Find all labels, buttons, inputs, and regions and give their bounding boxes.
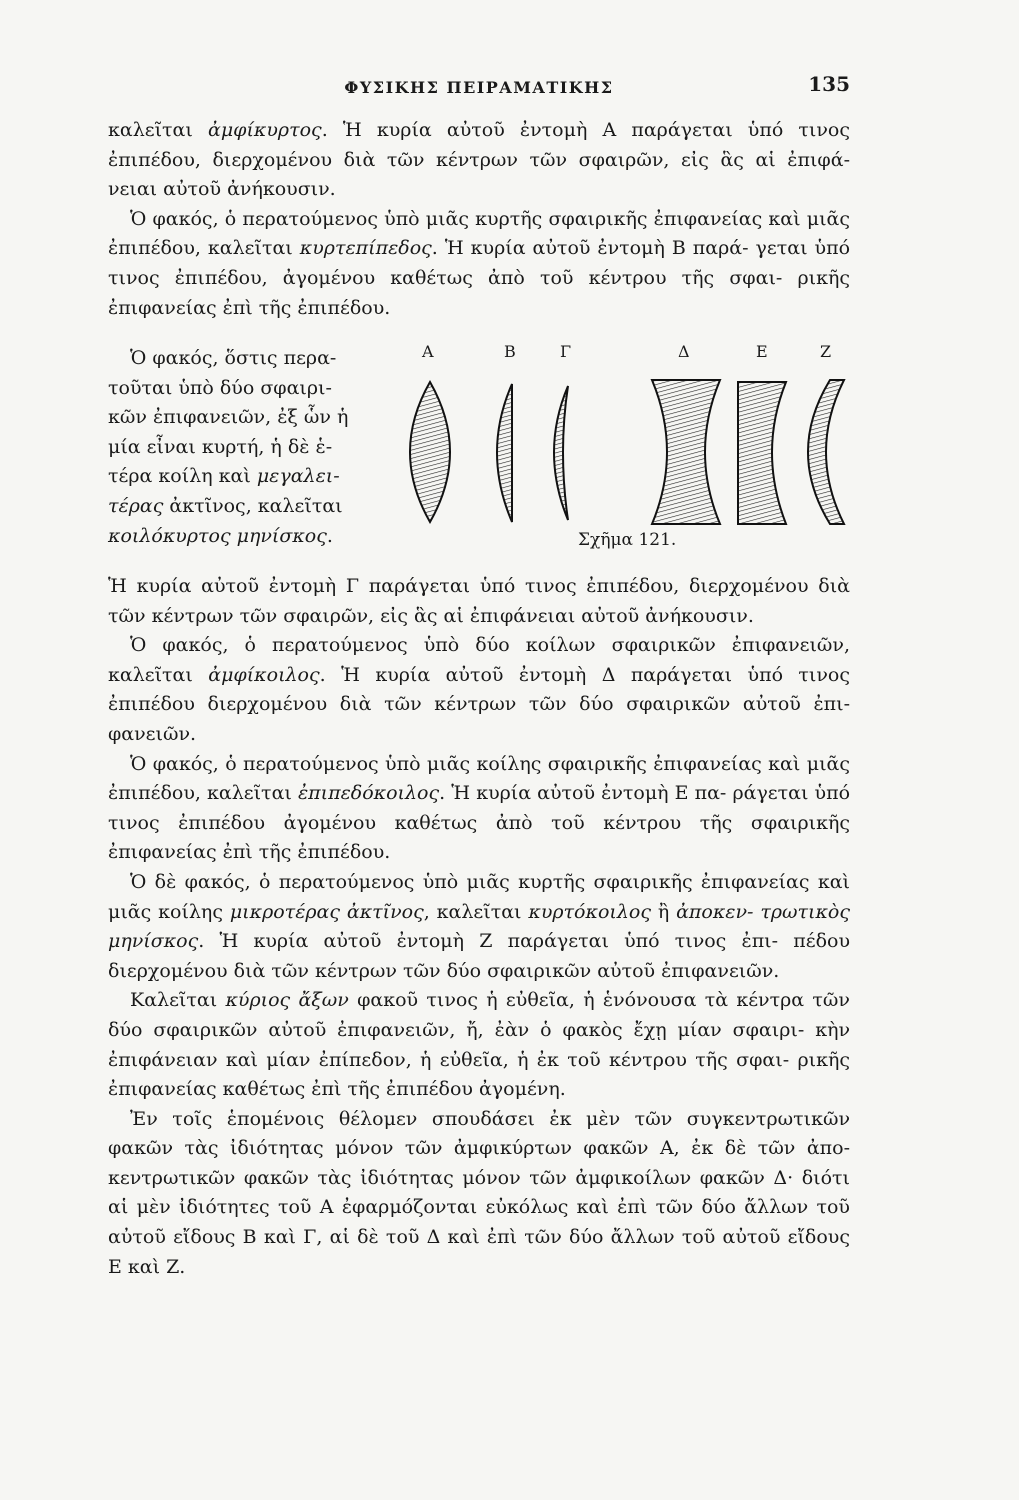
figure-label-d: Δ [678, 342, 690, 361]
paragraph-concavo-convex-wrapped: Ὁ φακός, ὅστις περα- τοῦται ὑπὸ δύο σφαιρι- κῶν ἐπιφανειῶν, ἐξ ὧν ἡ μία εἶναι κυρτή, ἡ δὲ ἑ- τέρα κοίλη καὶ μεγαλει- τέρας ἀκτῖνος, καλεῖται κοιλόκυρτος μηνίσκος. [108, 347, 349, 547]
paragraph-study-plan: Ἐν τοῖς ἑπομένοις θέλομεν σπουδάσει ἐκ μὲν τῶν συγκεντρωτικῶν φακῶν τὰς ἰδιότητας μόνον τῶν ἀμφικύρτων φακῶν Α, ἐκ δὲ τῶν ἀπο- κεντρωτικῶν φακῶν τὰς ἰδιότητας μόνον τῶν ἀμφικοίλων φακῶν Δ· διότι αἱ μὲν ἰδιότητες τοῦ Α ἐφαρμόζονται εὐκόλως καὶ ἐπὶ τῶν δύο ἄλλων τοῦ αὐτοῦ εἴδους Β καὶ Γ, αἱ δὲ τοῦ Δ καὶ ἐπὶ τῶν δύο ἄλλων τοῦ αὐτοῦ εἴδους Ε καὶ Ζ. [108, 1107, 850, 1278]
running-title: ΦΥΣΙΚΗΣ ΠΕΙΡΑΜΑΤΙΚΗΣ [344, 78, 614, 97]
figure-caption: Σχῆμα 121. [578, 530, 677, 550]
figure-label-b: Β [504, 342, 516, 361]
paragraph-meniscus-continued: Ἡ κυρία αὐτοῦ ἐντομὴ Γ παράγεται ὑπό τινος ἐπιπέδου, διερχομένου διὰ τῶν κέντρων τῶν σφαιρῶν, εἰς ἃς αἱ ἐπιφάνειαι αὐτοῦ ἀνήκουσιν. [108, 575, 850, 627]
paragraph-planoconcave: Ὁ φακός, ὁ περατούμενος ὑπὸ μιᾶς κοίλης σφαιρικῆς ἐπιφανείας καὶ μιᾶς ἐπιπέδου, καλεῖται ἐπιπεδόκοιλος. Ἡ κυρία αὐτοῦ ἐντομὴ Ε πα- ράγεται ὑπό τινος ἐπιπέδου ἀγομένου καθέτως ἀπὸ τοῦ κέντρου τῆς σφαιρικῆς ἐπιφανείας ἐπὶ τῆς ἐπιπέδου. [108, 752, 851, 864]
paragraph-biconcave: Ὁ φακός, ὁ περατούμενος ὑπὸ δύο κοίλων σφαιρικῶν ἐπιφανειῶν, καλεῖται ἀμφίκοιλος. Ἡ κυρία αὐτοῦ ἐντομὴ Δ παράγεται ὑπό τινος ἐπιπέδου διερχομένου διὰ τῶν κέντρων τῶν δύο σφαιρικῶν αὐτοῦ ἐπι- φανειῶν. [108, 634, 850, 745]
page-header [108, 72, 850, 102]
paragraph-amphiconvex: καλεῖται ἀμφίκυρτος. Ἡ κυρία αὐτοῦ ἐντομὴ Α παράγεται ὑπό τινος ἐπιπέδου, διερχομένου διὰ τῶν κέντρων τῶν σφαιρῶν, εἰς ἃς αἱ ἐπιφά- νειαι αὐτοῦ ἀνήκουσιν. [108, 119, 850, 201]
figure-label-g: Γ [560, 342, 572, 361]
lens-e-planoconcave [738, 382, 786, 524]
paragraph-planoconvex: Ὁ φακός, ὁ περατούμενος ὑπὸ μιᾶς κυρτῆς σφαιρικῆς ἐπιφανείας καὶ μιᾶς ἐπιπέδου, καλεῖται κυρτεπίπεδος. Ἡ κυρία αὐτοῦ ἐντομὴ Β παρά- γεται ὑπό τινος ἐπιπέδου, ἀγομένου καθέτως ἀπὸ τοῦ κέντρου τῆς σφαι- ρικῆς ἐπιφανείας ἐπὶ τῆς ἐπιπέδου. [108, 207, 851, 319]
lens-g-meniscus [554, 386, 568, 520]
page-number: 135 [808, 72, 850, 96]
text-block-top [108, 116, 850, 323]
lens-diagram [390, 352, 860, 532]
figure-label-e: Ε [756, 342, 768, 361]
figure-label-a: Α [422, 342, 434, 361]
paragraph-principal-axis: Καλεῖται κύριος ἄξων φακοῦ τινος ἡ εὐθεῖα, ἡ ἑνόνουσα τὰ κέντρα τῶν δύο σφαιρικῶν αὐτοῦ ἐπιφανειῶν, ἤ, ἐὰν ὁ φακὸς ἔχῃ μίαν σφαιρι- κὴν ἐπιφάνειαν καὶ μίαν ἐπίπεδον, ἡ εὐθεῖα, ἡ ἐκ τοῦ κέντρου τῆς σφαι- ρικῆς ἐπιφανείας καθέτως ἐπὶ τῆς ἐπιπέδου ἀγομένη. [108, 989, 850, 1101]
lens-d-biconcave [652, 380, 720, 524]
text-block-bottom [108, 572, 850, 1282]
paragraph-convexo-concave: Ὁ δὲ φακός, ὁ περατούμενος ὑπὸ μιᾶς κυρτῆς σφαιρικῆς ἐπιφανείας καὶ μιᾶς κοίλης μικροτέρας ἀκτῖνος, καλεῖται κυρτόκοιλος ἢ ἀποκεν- τρωτικὸς μηνίσκος. Ἡ κυρία αὐτοῦ ἐντομὴ Ζ παράγεται ὑπό τινος ἐπι- πέδου διερχομένου διὰ τῶν κέντρων τῶν δύο σφαιρικῶν αὐτοῦ ἐπιφανειῶν. [108, 870, 851, 982]
lens-a-biconvex [410, 382, 450, 522]
figure-label-z: Ζ [820, 342, 832, 361]
lens-z-diverging-meniscus [808, 380, 844, 524]
lens-b-planoconvex [497, 384, 512, 522]
